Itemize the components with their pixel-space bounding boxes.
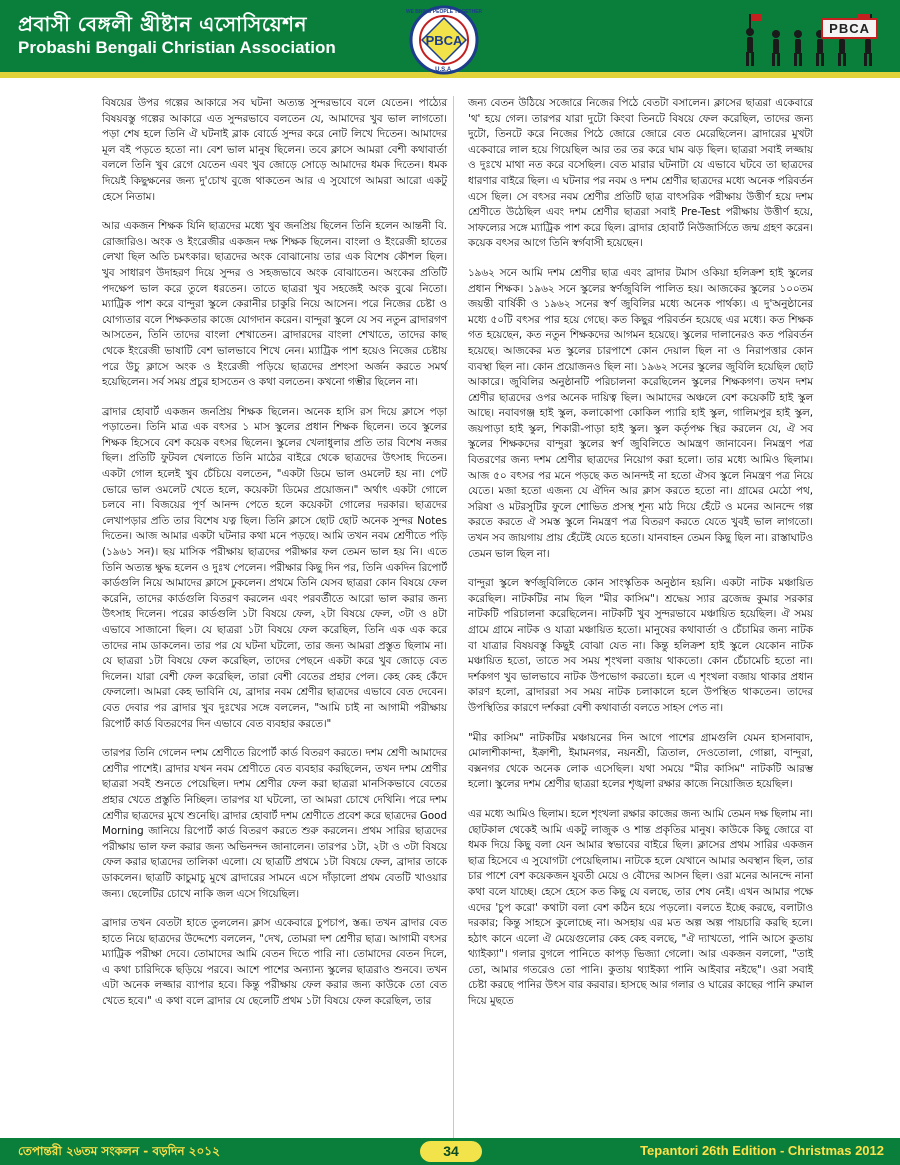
paragraph: জন্য বেতন উঠিয়ে সজোরে নিজের পিঠে বেতটা বসালেন। ক্লাসের ছাত্ররা একেবারে 'থ' হয়ে গেল। তারপর যারা দুটো কিংবা তিনটে বিষয়ে ফেল করেছিল, তাদের জন্য দুটো, তিনটে করে নিজের পিঠে জোরে জোরে বেত মেরেছিলেন। ব্রাদারের মুখটা একেবারে লাল হয়ে গিয়েছিল আর তর তর করে ঘাম ঝড় ছিল। ছাত্ররা সবাই লজ্জায় ও দুঃখে মাথা নত করে বসেছিল। বেত মারার ঘটনাটা যে এভাবে ঘটবে তা ছাত্রদের ধারণার বাইরে ছিল। এ ঘটনার পর নবম ও দশম শ্রেণীর ছাত্রদের মধ্যে অনেক পরিবর্তন এসে ছিল। সে বৎসর নবম শ্রেণীর প্রতিটি ছাত্র বাৎসরিক পরীক্ষায় উত্তীর্ণ হয়ে দশম শ্রেণীতে উঠেছিল এবং দশম শ্রেণীর ছাত্ররা সবাই Pre-Test পরীক্ষায় উত্তীর্ণ হয়ে, সাফল্যের সঙ্গে ম্যাট্রিক পাশ করে ছিল। ব্রাদার হোবার্ট নিউজার্সিতে জন্ম গ্রহণ করেন। কয়েক বৎসর আগে তিনি স্বর্গবাসী হয়েছেন। [468, 97, 813, 250]
left-column [102, 96, 447, 1024]
logo-ring-text: WE BRING PEOPLE TOGETHER [405, 9, 483, 15]
page-footer [0, 1138, 900, 1165]
column-divider [453, 96, 454, 1138]
header-title-bengali: প্রবাসী বেঙ্গলী খ্রীষ্টান এসোসিয়েশন [18, 12, 307, 36]
paragraph: ব্রাদার হোবার্ট একজন জনপ্রিয় শিক্ষক ছিলেন। অনেক হাসি রস দিয়ে ক্লাসে পড়া পড়াতেন। তিনি মাত্র এক বৎসর ১ মাস স্কুলের প্রধান শিক্ষক ছিলেন। তবে স্কুলের শিক্ষক হিসেবে বেশ কয়েক বৎসর ছিলেন। স্কুলের খেলাধুলার প্রতি তার বিশেষ নজর ছিল। প্রতিটি ফুটবল খেলাতে তিনি মাঠের বাইরে থেকে ছাত্রদের উৎসাহ দিতেন। একটা গোল হলেই খুব চেঁচিয়ে বলতেন, "একটা ডিমে ভাল ওমলেট হয় না। পেট ভোরে ভাল ওমলেট খেতে হলে, কয়েকটা ডিমের প্রয়োজন।" অর্থাৎ একটা গোলে চলবে না। বিজয়ের পূর্ণ আনন্দ পেতে হলে কয়েকটা গোলের দরকার। ছাত্রদের লেখাপড়ার প্রতি তার বিশেষ যত্ন ছিল। তিনি ক্লাসে ছোট ছোট অনেক সুন্দর Notes দিতেন। আজ আমার একটা ঘটনার কথা মনে পড়ছে। আমি তখন নবম শ্রেণীতে পড়ি (১৯৬১ সন)। ছয় মাসিক পরীক্ষায় ছাত্রদের পরীক্ষার ফল তেমন ভাল হয় নি। এতে তিনি অত্যন্ত ক্ষুদ্ধ হলেন ও দুঃখ পেলেন। পরীক্ষার কিছু দিন পর, তিনি একদিন রিপোর্ট কার্ডগুলি নিয়ে আমাদের ক্লাসে ঢুকলেন। প্রথমে তিনি যেসব ছাত্ররা কোন বিষয়ে ফেল করেনি, তাদের কার্ডগুলি বিতরণ করলেন এবং পরবর্তীতে আরো ভাল করার জন্য উৎসাহ দিলেন। পরের কার্ডগুলি ১টা বিষয়ে ফেল, ২টা বিষয়ে ফেল, ৩টা ও ৪টা এভাবে সাজানো ছিল। যে ছাত্ররা ১টা বিষয়ে ফেল করেছিল, তিনি এক এক করে তাদের নাম ডাকলেন। তার পর যে ঘটনা ঘটলো, তার জন্য আমরা প্রস্তুত ছিলাম না। যে ছাত্ররা ১টা বিষয়ে ফেল করেছিল, তাদের পেছনে একটা করে খুব জোড়ে বেত দিলেন। যারা বেশী ফেল করেছিল, তারা বেশী বেতের প্রহার পেল। কেহ কেহ কেঁদে ফেললো। আমরা কেহ ভাবিনি যে, ব্রাদার নবম শ্রেণীর ছাত্রদের এভাবে বেত দেবেন। বেত দেবার পর ব্রাদার খুব দুঃখের সঙ্গে বললেন, "আমি চাই না আগামী পরীক্ষায় রিপোর্ট কার্ড বিতরণের দিন এভাবে বেত ব্যবহার করতে।" [102, 405, 447, 730]
pbca-corner-label: PBCA [821, 18, 878, 39]
paragraph: এর মধ্যে আমিও ছিলাম। হলে শৃংখলা রক্ষার কাজের জন্য আমি তেমন দক্ষ ছিলাম না। ছোটকাল থেকেই আমি একটু লাজুক ও শান্ত প্রকৃতির মানুষ। কাউকে কিছু জোরে বা ধমক দিয়ে কিছু বলা যেন আমার স্বভাবের বাইরে ছিল। ক্লাসের প্রথম সারির একজন ছাত্র হিসেবে এ সুযোগটা পেয়েছিলাম। নাটকে হলে যেখানে আমার অবস্থান ছিল, তার চার পাশে বেশ কয়েকজন যুবতী মেয়ে ও বৌদের আসন ছিল। ওরা মনের আনন্দে নানা কথা বলে যাচ্ছে। হেসে হেসে কত কিছু যে বলছে, তার শেষ নেই। এখন আমার পক্ষে এদের 'চুপ করো' কথাটা বলা বেশ কঠিন হয়ে পড়লো। বলতে ইচ্ছে করছে, বলাটাও দরকার; কিন্তু সাহসে কুলোচ্ছে না। অসহায় এর মত অল্প অল্প পায়চারি করছি হলে। হঠাৎ কানে এলো ঐ মেয়েগুলোর কেহ কেহ বলছে, "ঐ দ্যাখতো, পানি আসে কুতায় থ্যাইক্যা"। গলার বুগলে পানিতে কাপড় ভিজ্যা গেলো। আর একজন বললো, "তাই তো, আমার গতরেও তো পানি। কুতায় থ্যাইক্যা পানি আইবার নইছে"। ওরা সবাই চেষ্টা করছে পানির উৎস বার করবার। হাসছে আর গলার ও ঘারের কাছের পানি রুমাল দিয়ে মুছতে [468, 807, 813, 1008]
page-number: 34 [420, 1141, 482, 1162]
logo-usa-text: U.S.A. [435, 67, 453, 73]
paragraph: বান্দুরা স্কুলে স্বর্ণজুবিলিতে কোন সাংস্কৃতিক অনুষ্ঠান হয়নি। একটা নাটক মঞ্চায়িত করেছিল। নাটকটির নাম ছিল "মীর কাসিম"। শ্রদ্ধেয় স্যার ব্রজেন্দ্র কুমার সরকার নাটকটি পরিচালনা করেছিলেন। নাটকটি খুব সুন্দরভাবে মঞ্চায়িত হয়েছিল। ঐ সময় গ্রামে গ্রামে নাটক ও যাত্রা মঞ্চায়িত হতো। মানুষের কথাবার্তা ও চেঁচামির জন্য নাটক বা যাত্রার বিষয়বস্তু কিছুই বোঝা যেত না। কিন্তু হলিক্রশ হাই স্কুলে যেকোন নাটক মঞ্চায়িত হতো, তাতে সব সময় শৃংখলা বজায় থাকতো। কোন চেঁচামেচি হতো না। দর্শকগণ খুব ভালভাবে নাটক উপভোগ করতো। হলে এ শৃংখলা বজায় থাকার প্রধান কারণ হলো, ব্রাদাররা সব সময় নাটক চলাকালে হলে উপস্থিত থাকতেন। তাদের উপস্থিতির কারণে দর্শকরা বেশী কথাবার্তা বলতে সাহস পেত না। [468, 577, 813, 714]
pbca-logo [384, 4, 504, 82]
paragraph: "মীর কাসিম" নাটকটির মঞ্চায়নের দিন আগে পাশের গ্রামগুলি যেমন হাসনাবাদ, মোলাশীকান্দা, ইক্রাশী, ইমামনগর, নয়নশ্রী, ত্রিতাল, দেওতোলা, গোল্লা, বান্দুরা, বক্সনগর থেকে অনেক লোক এসেছিল। যথা সময়ে "মীর কাসিম" নাটকটি আরম্ভ হলো। স্কুলের দশম শ্রেণীর ছাত্ররা হলের শৃঙ্খলা রক্ষার কাজে নিয়োজিত হয়েছিল। [468, 731, 813, 791]
header-title-english: Probashi Bengali Christian Association [18, 38, 336, 57]
footer-edition-bengali: তেপান্তরী ২৬তম সংকলন - বড়দিন ২০১২ [18, 1144, 220, 1158]
footer-edition-english: Tepantori 26th Edition - Christmas 2012 [640, 1143, 884, 1158]
logo-text: PBCA [425, 33, 463, 48]
right-column [468, 96, 813, 1024]
paragraph: বিষয়ের উপর গল্পের আকারে সব ঘটনা অত্যন্ত সুন্দরভাবে বলে যেতেন। পাঠ্যের বিষয়বস্তু গল্পের আকারে এত সুন্দরভাবে বলতেন যে, আমাদের খুব ভাল লাগতো। পড়া শেষ হলে তিনি ঐ ঘটনাই ব্লাক বোর্ডে সুন্দর করে নোট লিখে দিতেন। আমাদের মূল বই পড়তে হতো না। বেশ ভাল মানুষ ছিলেন। তবে ক্লাসে আমরা বেশী কথাবার্তা বললে তিনি খুব রেগে যেতেন এবং খুব জোড়ে সোড়ে আমাদের ধমক দিতেন। ধমক দিয়েই কিছুক্ষনের জন্য দু'চোখ বুজে থাকতেন আর এ সুযোগে আমরা আরো একটু হেসে নিতাম। [102, 97, 447, 203]
paragraph: ১৯৬২ সনে আমি দশম শ্রেণীর ছাত্র এবং ব্রাদার টমাস ওকিয়া হলিক্রশ হাই স্কুলের প্রধান শিক্ষক। ১৯৬২ সনে স্কুলের স্বর্ণজুবিলি পালিত হয়। আজকের স্কুলের ১০০তম জয়ন্তী বার্ষিকী ও ১৯৬২ সনের স্বর্ণ জুবিলির মধ্যে অনেক পার্থক্য। এ দু'অনুষ্ঠানের মধ্যে ৫০টি বৎসর পার হয়ে গেছে। কত কিছুর পরিবর্তন হয়েছে এর মধ্যে। কত শিক্ষক গত হয়েছেন, কত নতুন শিক্ষকদের আগমন হয়েছে। স্কুলের দালানেরও কত পরিবর্তন হয়েছে। আজকের মত স্কুলের চারপাশে কোন দেয়াল ছিল না ও নিরাপত্তার কোন ব্যবস্থা ছিল না। কোন প্রয়োজনও ছিল না। ১৯৬২ সনের স্কুলের জুবিলি হয়েছিল ছোট আকারে। জুবিলির অনুষ্ঠানটি পরিচালনা করেছিলেন স্কুলের শিক্ষকগণ। তখন দশম শ্রেণীর ছাত্রদের ওপর অনেক দায়িত্ব ছিল। আমাদের অঞ্চলে বেশ কয়েকটি হাই স্কুল আছে। নবাবগঞ্জ হাই স্কুল, কলাকোপা কোকিল প্যারি হাই স্কুল, গালিমপুর হাই স্কুল, জয়পাড়া হাই স্কুল, শিকারী-পাড়া হাই স্কুল। স্কুল কর্তৃপক্ষ স্থির করলেন যে, ঐ সব স্কুলের শিক্ষকদের বান্দুরা স্কুলের স্বর্ণ জুবিলিতে আমন্ত্রণ জানাবেন। নিমন্ত্রণ পত্র বিতরণের জন্য দশম শ্রেণীর ছাত্রদের নিয়োগ করা হলো। তার মধ্যে আমিও ছিলাম। আজ ৫০ বৎসর পর মনে পড়ছে কত আনন্দই না হতো ঐসব স্কুলে নিমন্ত্রণ পত্র নিয়ে যেতে। মজা হতো এজন্য যে ঐদিন আর ক্লাস করতে হতো না। গ্রামের মেঠো পথ, সরিষা ও মটরসুটির ফুলে শোভিত প্রসস্থ শূন্য মাঠ দিয়ে হেঁটে ও মনের আনন্দে গল্প করতে করতে ঐ সমস্ত স্কুলে নিমন্ত্রণ পত্র বিতরণ করতে যেতে খুবই ভাল লাগতো। তখন সব জায়গায় প্রায় হেঁটেই যেতে হতো। যানবাহন তেমন কিছু ছিল না। রাস্তাঘাটও তেমন ভাল ছিল না। [468, 266, 813, 560]
paragraph: ব্রাদার তখন বেতটা হাতে তুললেন। ক্লাস একেবারে চুপচাপ, স্তব্ধ। তখন ব্রাদার বেত হাতে নিয়ে ছাত্রদের উদ্দেশ্যে বললেন, "দেখ, তোমরা দশ শ্রেণীর ছাত্র। আগামী বৎসর ম্যাট্রিক পরীক্ষা দেবে। তোমাদের আমি বেতন দিতে পারি না। তোমাদের বেতন দিলে, এ কথা চারিদিকে ছড়িয়ে পরবে। আশে পাশের অন্যান্য স্কুলের ছাত্ররাও শুনবে। তখন এটা অনেক লজ্জার ব্যাপার হবে। কিন্তু পরীক্ষায় ফেল করার জন্য কাউকে তো বেত খেতে হবে।" এ কথা বলে ব্রাদার যে ছেলেটি প্রথম ১টা বিষয়ে ফেল করেছিল, তার [102, 917, 447, 1008]
paragraph: তারপর তিনি গেলেন দশম শ্রেণীতে রিপোর্ট কার্ড বিতরণ করতে। দশম শ্রেণী আমাদের শ্রেণীর পাশেই। ব্রাদার যখন নবম শ্রেণীতে বেত ব্যবহার করছিলেন, তখন দশম শ্রেণীর ছাত্ররা সবই শুনতে পেয়েছিল। দশম শ্রেণীর ফেল করা ছাত্ররা মানসিকভাবে বেতের প্রহার খেতে প্রস্তুতি নিচ্ছিল। তারপর যা ঘটলো, তা আমরা চোখে দেখিনি। পরে দশম শ্রেণীর ছাত্রদের মুখে শুনেছি। ব্রাদার হোবার্ট দশম শ্রেণীতে প্রবেশ করে ছাত্রদের Good Morning জানিয়ে রিপোর্ট কার্ড বিতরণ করতে শুরু করলেন। প্রথম সারির ছাত্রদের পরীক্ষায় ভাল ফল করার জন্য অভিনন্দন জানালেন। তারপর ১টা, ২টা ও ৩টা বিষয়ে ফেল করার ছাত্রদের তালিকা এলো। যে ছাত্রটি প্রথমে ১টা বিষয়ে ফেল, ব্রাদার তাকে ডাকলেন। ছাত্রটি কাচুমাচু মুখে ব্রাদারের সামনে এসে দাঁড়ালো প্রথম বেতটি খাওয়ার জন্য। ছেলেটির চোখে নাকি জল এসে গিয়েছিল। [102, 747, 447, 900]
paragraph: আর একজন শিক্ষক যিনি ছাত্রদের মধ্যে খুব জনপ্রিয় ছিলেন তিনি হলেন আন্তনী বি. রোজারিও। অংক ও ইংরেজীর একজন দক্ষ শিক্ষক ছিলেন। বাংলা ও ইংরেজী হাতের লেখা ছিল অতি চমৎকার। ছাত্রদের অংক বোঝানোয় তার এক বিশেষ কৌশল ছিল। খুব সাধারণ উদাহরণ দিয়ে সুন্দর ও সহজভাবে অংক বোঝাতেন। অংকের প্রতিটি পদক্ষেপ ভাল করে তুলে ধরতেন। তাতে ছাত্ররা খুব সহজেই অংক বুঝে নিতো। ম্যাট্রিক পাশ করে বান্দুরা স্কুলে কেরানীর চাকুরি নিয়ে আসেন। পরে নিজের চেষ্টা ও যোগ্যতার বলে শিক্ষকতার কাজে যোগদান করেন। বান্দুরা স্কুলে যে সব নতুন ব্রাদারগণ আসতেন, তিনি তাদের বাংলা শেখাতেন। ব্রাদারদের বাংলা শেখাতে, তাদের কাছ থেকে ইংরেজী ভাষাটি বেশ ভালভাবে শিখে নেন। ম্যাট্রিক পাশ হয়েও নিজের চেষ্টায় পরে উচু ক্লাসে অংক ও ইংরেজী পড়িয়ে ছাত্রদের প্রশংসা অর্জন করতে সমর্থ হয়েছিলেন। সর্ব সময় প্রচুর হাসতেন ও কথা বলতেন। কখনো গম্ভীর ছিলেন না। [102, 220, 447, 389]
